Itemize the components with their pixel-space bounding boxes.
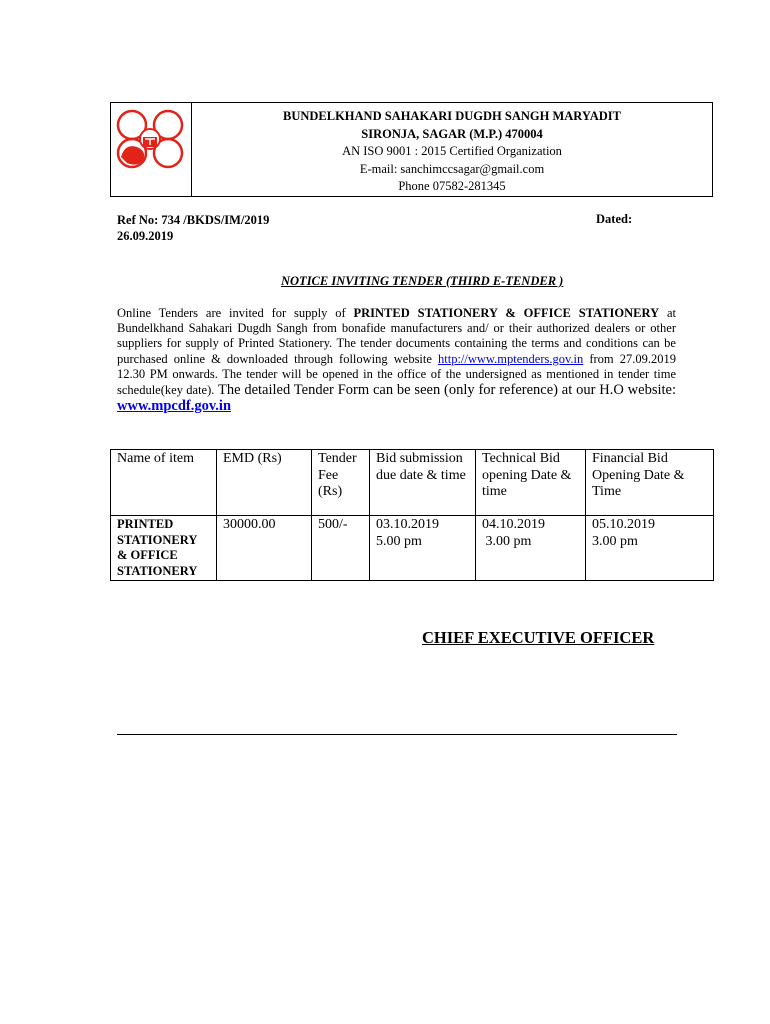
cell-bid-submission [370, 516, 476, 581]
logo-cell [111, 103, 192, 196]
tech-time: 3.00 pm [482, 533, 532, 549]
header-fee: Tender Fee (Rs) [312, 450, 370, 516]
fin-date: 05.10.2019 [592, 517, 655, 532]
cell-emd: 30000.00 [217, 516, 312, 581]
mpcdf-website-link[interactable]: www.mpcdf.gov.in [117, 398, 232, 415]
org-address: SIRONJA, SAGAR (M.P.) 470004 [361, 126, 543, 141]
header-item: Name of item [111, 450, 217, 516]
header-financial-bid: Financial Bid Opening Date & Time [586, 450, 714, 516]
body-text-3: from 27.09.2019 12.30 PM onwards. The tender will be opened in the office of the undersigned as mentioned in tender time schedule(key date). [117, 351, 676, 398]
org-phone: Phone 07582-281345 [398, 179, 506, 193]
header-emd: EMD (Rs) [217, 450, 312, 516]
table-row [111, 516, 714, 581]
org-email: E-mail: sanchimccsagar@gmail.com [359, 161, 545, 176]
cell-item: PRINTED STATIONERY & OFFICE STATIONERY [111, 516, 217, 581]
mptenders-link[interactable]: http://www.mptenders.gov.in [438, 351, 584, 366]
bid-time: 5.00 pm [376, 533, 422, 549]
organization-logo-icon [115, 107, 187, 169]
notice-title: NOTICE INVITING TENDER (THIRD E-TENDER ) [281, 274, 564, 288]
iso-certification: AN ISO 9001 : 2015 Certified Organization [342, 144, 562, 158]
cell-technical-bid [476, 516, 586, 581]
cell-financial-bid [586, 516, 714, 581]
ref-date: 26.09.2019 [117, 229, 174, 243]
notice-body [117, 306, 676, 414]
table-header-row [111, 450, 714, 516]
body-text-1: Online Tenders are invited for supply of [117, 306, 354, 320]
cell-fee: 500/- [312, 516, 370, 581]
letterhead [110, 102, 713, 197]
footer-divider [117, 734, 677, 735]
organization-details [192, 103, 712, 196]
item-name-highlight: PRINTED STATIONERY & OFFICE STATIONERY [353, 306, 660, 320]
header-bid-submission: Bid submission due date & time [370, 450, 476, 516]
ref-number: Ref No: 734 /BKDS/IM/2019 [117, 213, 270, 227]
tender-schedule-table [110, 449, 714, 581]
fin-time: 3.00 pm [592, 533, 638, 549]
body-text-2: at Bundelkhand Sahakari Dugdh Sangh from bonafide manufacturers and/ or their authorized dealers or other suppliers for supply of Printed Stationery. The tender documents containing the terms and conditions can be purchased online & downloaded through following website [117, 306, 676, 366]
tech-date: 04.10.2019 [482, 517, 545, 532]
reference-block [117, 212, 269, 244]
org-name: BUNDELKHAND SAHAKARI DUGDH SANGH MARYADIT [282, 109, 622, 123]
header-technical-bid: Technical Bid opening Date & time [476, 450, 586, 516]
body-text-4: The detailed Tender Form can be seen (only for reference) at our H.O website: [214, 382, 676, 399]
bid-date: 03.10.2019 [376, 517, 439, 532]
signatory-title: CHIEF EXECUTIVE OFFICER [422, 628, 655, 647]
dated-label: Dated: [596, 212, 633, 226]
